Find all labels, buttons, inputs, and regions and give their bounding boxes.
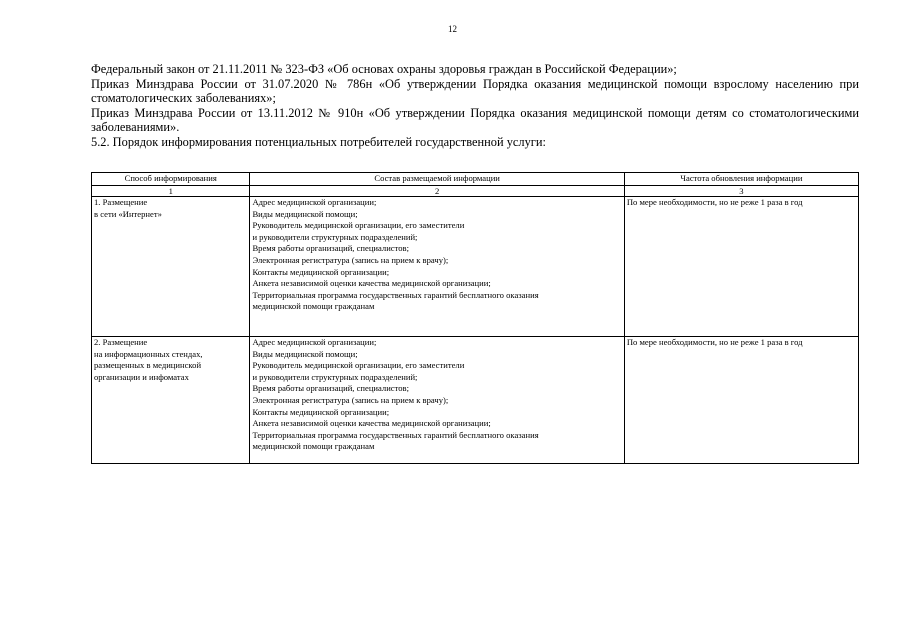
method-line: 1. Размещение: [94, 197, 148, 207]
header-content: Состав размещаемой информации: [250, 173, 624, 186]
column-number: 1: [92, 186, 250, 197]
method-line: размещенных в медицинской: [94, 360, 202, 371]
content-line: медицинской помощи гражданам: [252, 301, 375, 312]
content-line: Электронная регистратура (запись на прием к врачу);: [252, 394, 449, 405]
content-line: Руководитель медицинской организации, его заместители: [252, 360, 465, 371]
content-line: Территориальная программа государственных гарантий бесплатного оказания: [252, 289, 539, 300]
page-number: 12: [448, 24, 457, 34]
content-line: Контакты медицинской организации;: [252, 266, 390, 277]
content-line: Адрес медицинской организации;: [252, 197, 377, 207]
frequency-text: По мере необходимости, но не реже 1 раза в год: [626, 197, 803, 207]
content-cell: [250, 337, 624, 464]
method-line: на информационных стендах,: [94, 348, 203, 359]
content-line: Контакты медицинской организации;: [252, 406, 390, 417]
content-line: и руководители структурных подразделений;: [252, 371, 418, 382]
content-line: Анкета независимой оценки качества медицинской организации;: [252, 278, 491, 289]
content-line: Руководитель медицинской организации, его заместители: [252, 220, 465, 231]
content-cell: [250, 197, 624, 337]
content-line: и руководители структурных подразделений;: [252, 231, 418, 242]
method-cell: [92, 337, 250, 464]
frequency-text: По мере необходимости, но не реже 1 раза в год: [626, 337, 803, 347]
table-row: [92, 337, 859, 464]
content-line: Виды медицинской помощи;: [252, 348, 358, 359]
header-frequency: Частота обновления информации: [624, 173, 858, 186]
method-line: организации и инфоматах: [94, 371, 189, 382]
table-header-row: [92, 173, 859, 186]
content-line: Виды медицинской помощи;: [252, 208, 358, 219]
section-heading-5-2: 5.2. Порядок информирования потенциальных потребителей государственной услуги:: [91, 134, 546, 149]
header-method: Способ информирования: [92, 173, 250, 186]
column-number-row: [92, 186, 859, 197]
column-number: 2: [250, 186, 624, 197]
content-line: Анкета независимой оценки качества медицинской организации;: [252, 418, 491, 429]
method-cell: [92, 197, 250, 337]
document-body: [91, 62, 859, 150]
content-line: медицинской помощи гражданам: [252, 441, 375, 452]
paragraph-order-910n: Приказ Минздрава России от 13.11.2012 № 910н «Об утверждении Порядка оказания медицинской помощи детям со стоматологическими заболеваниями».: [91, 105, 859, 135]
table-row: [92, 197, 859, 337]
paragraph-order-786n: Приказ Минздрава России от 31.07.2020 № 786н «Об утверждении Порядка оказания медицинской помощи взрослому населению при стоматологических заболеваниях»;: [91, 76, 859, 106]
frequency-cell: [624, 197, 858, 337]
content-line: Электронная регистратура (запись на прием к врачу);: [252, 254, 449, 265]
frequency-cell: [624, 337, 858, 464]
method-line: в сети «Интернет»: [94, 208, 162, 219]
informing-table: [91, 172, 859, 464]
content-line: Время работы организаций, специалистов;: [252, 243, 410, 254]
column-number: 3: [624, 186, 858, 197]
content-line: Время работы организаций, специалистов;: [252, 383, 410, 394]
paragraph-federal-law: Федеральный закон от 21.11.2011 № 323-ФЗ «Об основах охраны здоровья граждан в Российской Федерации»;: [91, 62, 677, 76]
content-line: Адрес медицинской организации;: [252, 337, 377, 347]
content-line: Территориальная программа государственных гарантий бесплатного оказания: [252, 429, 539, 440]
method-line: 2. Размещение: [94, 337, 148, 347]
